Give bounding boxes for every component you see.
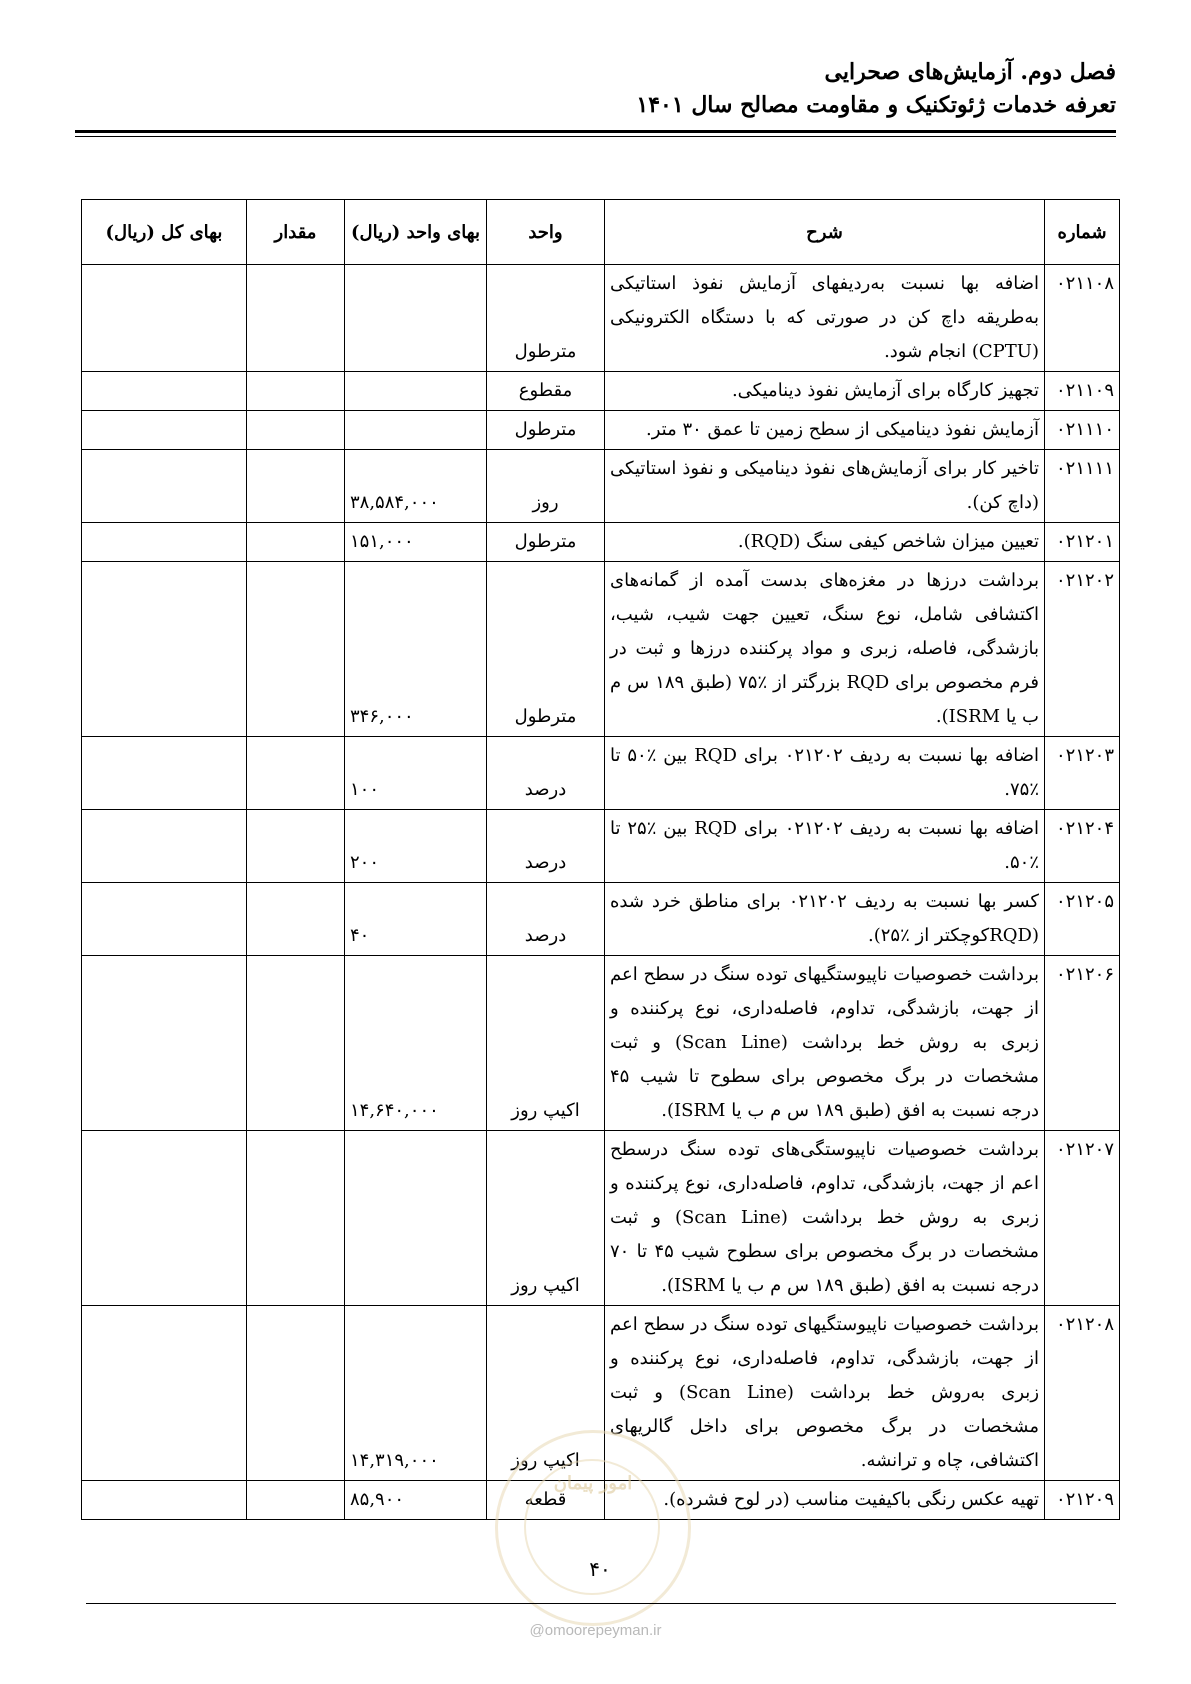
row-desc: برداشت درزها در مغزه‌های بدست آمده از گمانه‌های اکتشافی شامل، نوع سنگ، تعیین جهت شیب، شیب، بازشدگی، فاصله، زبری و مواد پرکننده درزها و ثبت در فرم مخصوص برای RQD بزرگتر از ٪۷۵ (طبق ۱۸۹ س م ب یا ISRM). (605, 562, 1045, 737)
row-unit-price: ۳۴۶,۰۰۰ (345, 562, 487, 737)
row-desc: اضافه بها نسبت به‌ردیفهای آزمایش نفوذ استاتیکی به‌طریقه داچ کن در صورتی که با دستگاه الکترونیکی (CPTU) انجام شود. (605, 265, 1045, 372)
row-unit-price: ۱۴,۶۴۰,۰۰۰ (345, 956, 487, 1131)
row-qty (247, 737, 345, 810)
table-row (82, 265, 1120, 372)
row-qty (247, 265, 345, 372)
col-header-code: شماره (1045, 200, 1120, 265)
row-total (82, 265, 247, 372)
col-header-desc: شرح (605, 200, 1045, 265)
row-total (82, 562, 247, 737)
row-desc: آزمایش نفوذ دینامیکی از سطح زمین تا عمق ۳۰ متر. (605, 411, 1045, 450)
row-total (82, 1481, 247, 1520)
row-unit-price (345, 1131, 487, 1306)
row-code: ۰۲۱۲۰۷ (1045, 1131, 1120, 1306)
row-unit-price: ۸۵,۹۰۰ (345, 1481, 487, 1520)
row-qty (247, 1306, 345, 1481)
row-total (82, 1306, 247, 1481)
row-unit-price: ۲۰۰ (345, 810, 487, 883)
table-row (82, 562, 1120, 737)
row-desc: اضافه بها نسبت به ردیف ۰۲۱۲۰۲ برای RQD بین ٪۲۵ تا ٪۵۰. (605, 810, 1045, 883)
table-row (82, 372, 1120, 411)
row-code: ۰۲۱۲۰۳ (1045, 737, 1120, 810)
row-desc: برداشت خصوصیات ناپیوستگی‌های توده سنگ درسطح اعم از جهت، بازشدگی، تداوم، فاصله‌داری، نوع پرکننده و زبری به روش خط برداشت (Scan Line) و ثبت مشخصات در برگ مخصوص برای سطوح شیب ۴۵ تا ۷۰ درجه نسبت به افق (طبق ۱۸۹ س م ب یا ISRM). (605, 1131, 1045, 1306)
row-qty (247, 1131, 345, 1306)
col-header-total: بهای کل (ریال) (82, 200, 247, 265)
row-qty (247, 1481, 345, 1520)
row-unit-price (345, 265, 487, 372)
row-unit-price: ۱۰۰ (345, 737, 487, 810)
table-row (82, 411, 1120, 450)
row-qty (247, 562, 345, 737)
table-row (82, 450, 1120, 523)
footer-rule (86, 1603, 1116, 1604)
row-unit: مقطوع (487, 372, 605, 411)
publisher-seal-logo (495, 1430, 691, 1626)
page-header (75, 55, 1116, 121)
table-row (82, 737, 1120, 810)
row-unit: مترطول (487, 523, 605, 562)
watermark-handle: @omoorepeyman.ir (529, 1622, 662, 1639)
row-unit-price (345, 372, 487, 411)
row-qty (247, 450, 345, 523)
row-qty (247, 810, 345, 883)
col-header-unit-price: بهای واحد (ریال) (345, 200, 487, 265)
document-title: تعرفه خدمات ژئوتکنیک و مقاومت مصالح سال ۱۴۰۱ (636, 92, 1116, 118)
row-unit: اکیپ روز (487, 956, 605, 1131)
row-unit: روز (487, 450, 605, 523)
row-qty (247, 956, 345, 1131)
row-qty (247, 372, 345, 411)
row-qty (247, 411, 345, 450)
seal-text: امور پیمان (553, 1473, 633, 1494)
row-qty (247, 523, 345, 562)
row-desc: تجهیز کارگاه برای آزمایش نفوذ دینامیکی. (605, 372, 1045, 411)
row-desc: تعیین میزان شاخص کیفی سنگ (RQD). (605, 523, 1045, 562)
row-total (82, 372, 247, 411)
table-row (82, 810, 1120, 883)
row-total (82, 810, 247, 883)
row-code: ۰۲۱۲۰۵ (1045, 883, 1120, 956)
row-total (82, 883, 247, 956)
row-total (82, 956, 247, 1131)
col-header-unit: واحد (487, 200, 605, 265)
header-rule (75, 130, 1116, 133)
row-total (82, 450, 247, 523)
row-unit: قطعه (487, 1481, 605, 1520)
row-code: ۰۲۱۱۰۹ (1045, 372, 1120, 411)
page-number: ۴۰ (589, 1557, 611, 1581)
row-desc: اضافه بها نسبت به ردیف ۰۲۱۲۰۲ برای RQD بین ٪۵۰ تا ٪۷۵. (605, 737, 1045, 810)
tariff-table (81, 199, 1120, 1520)
row-unit: درصد (487, 810, 605, 883)
row-desc: برداشت خصوصیات ناپیوستگیهای توده سنگ در سطح اعم از جهت، بازشدگی، تداوم، فاصله‌داری، نوع پرکننده و زبری به‌روش خط برداشت (Scan Line) و ثبت مشخصات در برگ مخصوص برای داخل گالریهای اکتشافی، چاه و ترانشه. (605, 1306, 1045, 1481)
row-total (82, 523, 247, 562)
row-unit-price: ۱۵۱,۰۰۰ (345, 523, 487, 562)
row-code: ۰۲۱۲۰۶ (1045, 956, 1120, 1131)
row-desc: تاخیر کار برای آزمایش‌های نفوذ دینامیکی و نفوذ استاتیکی (داچ کن). (605, 450, 1045, 523)
table-row (82, 883, 1120, 956)
row-unit: اکیپ روز (487, 1306, 605, 1481)
row-unit-price: ۴۰ (345, 883, 487, 956)
table-row (82, 523, 1120, 562)
row-unit-price (345, 411, 487, 450)
row-unit: مترطول (487, 265, 605, 372)
row-qty (247, 883, 345, 956)
row-code: ۰۲۱۱۱۰ (1045, 411, 1120, 450)
row-code: ۰۲۱۲۰۴ (1045, 810, 1120, 883)
row-unit-price: ۳۸,۵۸۴,۰۰۰ (345, 450, 487, 523)
row-desc: برداشت خصوصیات ناپیوستگیهای توده سنگ در سطح اعم از جهت، بازشدگی، تداوم، فاصله‌داری، نوع پرکننده و زبری به روش خط برداشت (Scan Line) و ثبت مشخصات در برگ مخصوص برای سطوح تا شیب ۴۵ درجه نسبت به افق (طبق ۱۸۹ س م ب یا ISRM). (605, 956, 1045, 1131)
row-total (82, 737, 247, 810)
row-unit-price: ۱۴,۳۱۹,۰۰۰ (345, 1306, 487, 1481)
col-header-qty: مقدار (247, 200, 345, 265)
row-desc: تهیه عکس رنگی باکیفیت مناسب (در لوح فشرده). (605, 1481, 1045, 1520)
row-desc: کسر بها نسبت به ردیف ۰۲۱۲۰۲ برای مناطق خرد شده (RQDکوچکتر از ٪۲۵). (605, 883, 1045, 956)
row-code: ۰۲۱۲۰۹ (1045, 1481, 1120, 1520)
row-total (82, 1131, 247, 1306)
table-row (82, 956, 1120, 1131)
header-rule-thin (75, 136, 1116, 137)
row-code: ۰۲۱۱۱۱ (1045, 450, 1120, 523)
row-code: ۰۲۱۲۰۲ (1045, 562, 1120, 737)
row-code: ۰۲۱۲۰۸ (1045, 1306, 1120, 1481)
row-unit: مترطول (487, 411, 605, 450)
row-code: ۰۲۱۲۰۱ (1045, 523, 1120, 562)
row-unit: درصد (487, 737, 605, 810)
chapter-title: فصل دوم. آزمایش‌های صحرایی (824, 59, 1116, 85)
row-unit: اکیپ روز (487, 1131, 605, 1306)
row-code: ۰۲۱۱۰۸ (1045, 265, 1120, 372)
row-total (82, 411, 247, 450)
row-unit: درصد (487, 883, 605, 956)
table-header-row (82, 200, 1120, 265)
table-row (82, 1131, 1120, 1306)
row-unit: مترطول (487, 562, 605, 737)
